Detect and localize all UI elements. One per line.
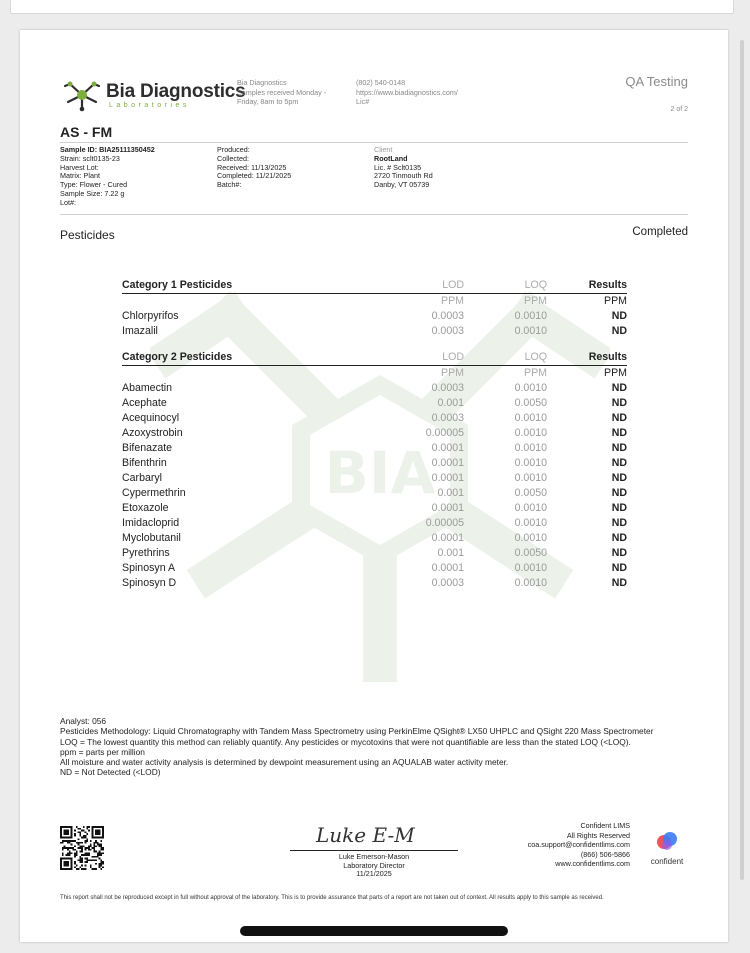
analyte-lod: 0.0003 — [431, 577, 464, 589]
signature-block — [290, 853, 458, 879]
sample-lot: Lot#: — [60, 197, 76, 207]
analyte-loq: 0.0010 — [514, 517, 547, 529]
analyte-loq: 0.0050 — [514, 397, 547, 409]
analyst: Analyst: 056 — [60, 716, 107, 726]
director-title: Laboratory Director — [343, 860, 405, 870]
client-address-2: Danby, VT 05739 — [374, 180, 430, 190]
nd-definition: ND = Not Detected (<LOD) — [60, 767, 161, 778]
analyte-result: ND — [611, 517, 627, 529]
report-notes — [60, 716, 700, 778]
date-completed: Completed: 11/21/2025 — [217, 171, 292, 181]
loq-header: LOQ — [464, 278, 547, 294]
lod-header: LOD — [392, 350, 464, 366]
table-row — [122, 426, 627, 441]
lab-website[interactable]: https://www.biadiagnostics.com/ — [356, 87, 458, 97]
analyte-loq: 0.0010 — [514, 427, 547, 439]
analyte-result: ND — [611, 427, 627, 439]
ppm-definition: ppm = parts per million — [60, 746, 145, 757]
client-info — [374, 146, 433, 190]
lims-info — [490, 821, 630, 869]
section-title: Pesticides — [60, 228, 115, 242]
date-produced: Produced: — [217, 145, 250, 154]
lod-header: LOD — [392, 278, 464, 294]
results-unit: PPM — [604, 295, 627, 307]
unit-row — [122, 366, 627, 382]
analyte-result: ND — [611, 442, 627, 454]
client-name: RootLand — [374, 153, 408, 163]
analyte-result: ND — [611, 487, 627, 499]
table-row — [122, 516, 627, 531]
sample-harvest-lot: Harvest Lot: — [60, 162, 99, 172]
unit-row — [122, 294, 627, 310]
analyte-result: ND — [611, 382, 627, 394]
client-label: Client — [374, 145, 393, 154]
lod-unit: PPM — [441, 295, 464, 307]
analyte-loq: 0.0050 — [514, 547, 547, 559]
lab-license: Lic# — [356, 97, 370, 106]
date-received: Received: 11/13/2025 — [217, 162, 287, 172]
analyte-loq: 0.0010 — [514, 325, 547, 337]
lod-unit: PPM — [441, 367, 464, 379]
lims-phone: (866) 506-5866 — [580, 849, 630, 859]
sample-strain: Strain: sclt0135-23 — [60, 153, 120, 163]
sample-dates — [217, 146, 291, 190]
lims-website[interactable]: www.confidentlims.com — [555, 859, 630, 869]
analyte-name: Acequinocyl — [122, 412, 180, 424]
lab-logo — [62, 78, 246, 112]
analyte-result: ND — [611, 325, 627, 337]
sample-id: Sample ID: BIA25111350452 — [60, 145, 155, 154]
table-row — [122, 456, 627, 471]
analyte-result: ND — [611, 472, 627, 484]
analyte-lod: 0.0001 — [431, 457, 464, 469]
report-type: QA Testing — [625, 74, 688, 89]
analyte-lod: 0.001 — [437, 397, 464, 409]
loq-definition: LOQ = The lowest quantity this method can reliably quantify. Any pesticides or mycotoxins that were not quantifiable are less than the stated LOQ (<LOQ). — [60, 736, 631, 747]
analyte-lod: 0.00005 — [425, 517, 464, 529]
table-row — [122, 486, 627, 501]
results-unit: PPM — [604, 367, 627, 379]
analyte-name: Etoxazole — [122, 502, 169, 514]
qr-code-icon[interactable] — [60, 826, 104, 870]
report-page — [20, 30, 728, 942]
signature-date: 11/21/2025 — [356, 869, 392, 879]
watermark-text: BIA — [324, 439, 436, 507]
table-header-row — [122, 278, 627, 294]
table-row — [122, 531, 627, 546]
table-row — [122, 561, 627, 576]
analyte-lod: 0.0003 — [431, 310, 464, 322]
analyte-lod: 0.0003 — [431, 325, 464, 337]
analyte-loq: 0.0010 — [514, 442, 547, 454]
client-address-1: 2720 Tinmouth Rd — [374, 171, 433, 181]
results-header: Results — [547, 278, 627, 294]
analyte-loq: 0.0010 — [514, 502, 547, 514]
table-row — [122, 546, 627, 561]
table-row — [122, 381, 627, 396]
analyte-result: ND — [611, 412, 627, 424]
table-row — [122, 411, 627, 426]
analyte-loq: 0.0010 — [514, 562, 547, 574]
analyte-result: ND — [611, 310, 627, 322]
analyte-result: ND — [611, 502, 627, 514]
analyte-name: Acephate — [122, 397, 167, 409]
analyte-name: Carbaryl — [122, 472, 163, 484]
date-collected: Collected: — [217, 153, 249, 163]
lab-links — [356, 78, 458, 107]
analyte-result: ND — [611, 532, 627, 544]
analyte-lod: 0.0001 — [431, 442, 464, 454]
loq-header: LOQ — [464, 350, 547, 366]
page-number: 2 of 2 — [670, 106, 688, 113]
table-row — [122, 396, 627, 411]
header-divider — [60, 142, 688, 143]
analyte-name: Pyrethrins — [122, 547, 170, 559]
analyte-name: Chlorpyrifos — [122, 310, 179, 322]
analyte-result: ND — [611, 577, 627, 589]
analyte-loq: 0.0050 — [514, 487, 547, 499]
batch-number: Batch#: — [217, 180, 242, 190]
lab-phone: (802) 540-0148 — [356, 78, 406, 87]
moisture-note: All moisture and water activity analysis is determined by dewpoint measurement using an AQUALAB water activity meter. — [60, 757, 509, 768]
sample-type: Type: Flower - Cured — [60, 180, 128, 190]
analyte-loq: 0.0010 — [514, 412, 547, 424]
analyte-name: Abamectin — [122, 382, 173, 394]
analyte-lod: 0.0003 — [431, 412, 464, 424]
lims-rights: All Rights Reserved — [566, 830, 630, 840]
analyte-loq: 0.0010 — [514, 457, 547, 469]
info-divider — [60, 214, 688, 215]
analyte-name: Myclobutanil — [122, 532, 181, 544]
analyte-loq: 0.0010 — [514, 532, 547, 544]
section-status: Completed — [632, 226, 688, 238]
analyte-name: Spinosyn A — [122, 562, 176, 574]
category1-table — [122, 278, 627, 339]
lab-contact — [237, 78, 326, 107]
analyte-lod: 0.0001 — [431, 502, 464, 514]
analyte-result: ND — [611, 397, 627, 409]
table-row — [122, 471, 627, 486]
analyte-loq: 0.0010 — [514, 472, 547, 484]
analyte-name: Azoxystrobin — [122, 427, 183, 439]
analyte-name: Bifenthrin — [122, 457, 167, 469]
confident-logo-icon — [655, 830, 679, 852]
analyte-name: Cypermethrin — [122, 487, 186, 499]
lims-name: Confident LIMS — [580, 821, 630, 830]
analyte-lod: 0.001 — [437, 547, 464, 559]
table-row — [122, 501, 627, 516]
loq-unit: PPM — [524, 367, 547, 379]
confident-logo — [642, 830, 692, 866]
methodology: Pesticides Methodology: Liquid Chromatography with Tandem Mass Spectrometry using PerkinElme QSight® LX50 UHPLC and QSight 220 Mass Spectrometer — [60, 726, 654, 737]
loq-unit: PPM — [524, 295, 547, 307]
signature-script: Luke E-M — [316, 823, 415, 847]
client-license: Lic. # Sclt0135 — [374, 162, 422, 172]
signature-line — [290, 850, 458, 851]
analyte-name: Bifenazate — [122, 442, 173, 454]
sample-info — [60, 146, 155, 208]
analyte-name: Imidacloprid — [122, 517, 180, 529]
disclaimer: This report shall not be reproduced except in full without approval of the laboratory. This is to provide assurance that parts of a report are not taken out of context. All results apply to this sample as received. — [60, 895, 604, 901]
analyte-loq: 0.0010 — [514, 577, 547, 589]
analyte-loq: 0.0010 — [514, 382, 547, 394]
category1-title: Category 1 Pesticides — [122, 278, 392, 294]
lab-contact-name: Bia Diagnostics — [237, 78, 287, 87]
table-row — [122, 576, 627, 591]
table-row — [122, 441, 627, 456]
lab-hours: Samples received Monday - — [237, 87, 327, 97]
molecule-logo-icon — [62, 78, 102, 112]
analyte-lod: 0.001 — [437, 487, 464, 499]
lab-name: Bia Diagnostics — [106, 80, 246, 102]
analyte-lod: 0.00005 — [425, 427, 464, 439]
lab-hours-2: Friday, 8am to 5pm — [237, 97, 299, 106]
product-title: AS - FM — [60, 124, 113, 140]
analyte-lod: 0.0001 — [431, 562, 464, 574]
previous-page-edge — [10, 0, 734, 14]
table-row — [122, 309, 627, 324]
lab-subtitle: Laboratories — [109, 101, 190, 109]
category2-rows — [122, 381, 627, 591]
analyte-name: Imazalil — [122, 325, 158, 337]
analyte-lod: 0.0001 — [431, 472, 464, 484]
analyte-result: ND — [611, 562, 627, 574]
analyte-name: Spinosyn D — [122, 577, 177, 589]
table-row — [122, 324, 627, 339]
table-header-row — [122, 350, 627, 366]
confident-logo-text: confident — [650, 857, 684, 866]
analyte-result: ND — [611, 547, 627, 559]
director-name: Luke Emerson-Mason — [338, 852, 410, 861]
analyte-loq: 0.0010 — [514, 310, 547, 322]
lims-email[interactable]: coa.support@confidentlims.com — [527, 840, 630, 850]
category2-title: Category 2 Pesticides — [122, 350, 392, 366]
scrollbar[interactable] — [740, 40, 744, 880]
category2-table — [122, 350, 627, 591]
sample-matrix: Matrix: Plant — [60, 171, 100, 181]
analyte-lod: 0.0001 — [431, 532, 464, 544]
signature-icon — [312, 818, 432, 850]
results-header: Results — [547, 350, 627, 366]
home-indicator[interactable] — [240, 926, 508, 936]
analyte-result: ND — [611, 457, 627, 469]
sample-size: Sample Size: 7.22 g — [60, 188, 125, 198]
analyte-lod: 0.0003 — [431, 382, 464, 394]
